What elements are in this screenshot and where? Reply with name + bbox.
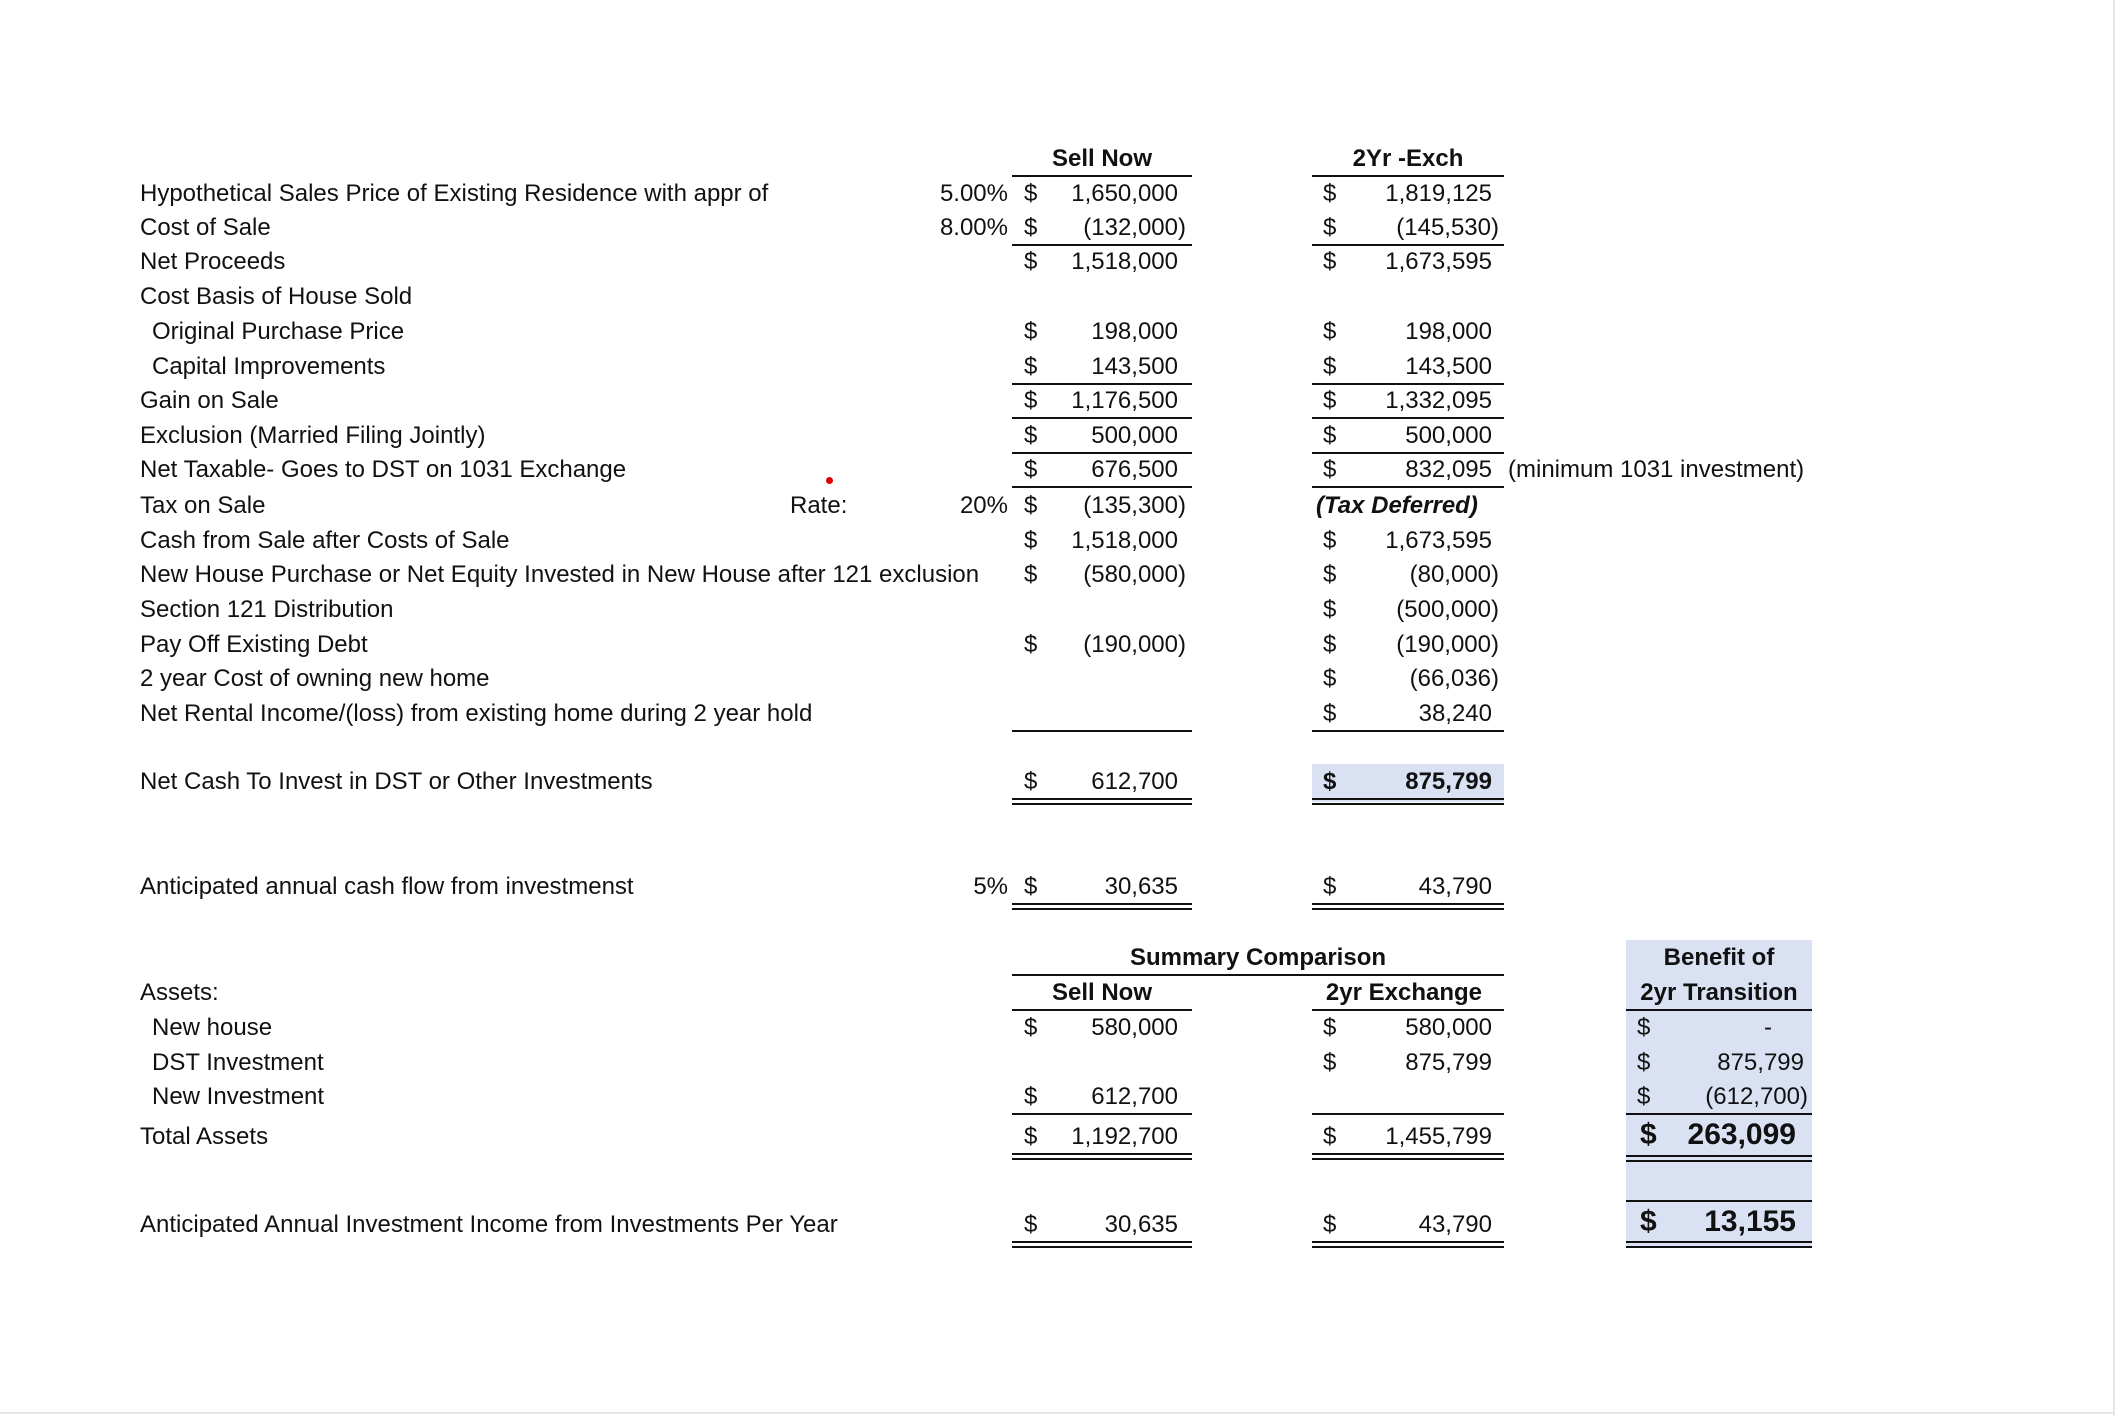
dollar-sign: $ [1323, 527, 1337, 554]
exchange-value: 580,000 [1405, 1014, 1492, 1041]
sell-now-value: (135,300) [1083, 492, 1186, 519]
exchange-value: 1,455,799 [1385, 1123, 1492, 1150]
dollar-sign: $ [1323, 214, 1337, 241]
benefit-header-underline [1626, 1009, 1812, 1011]
benefit-header-line2: 2yr Transition [1640, 979, 1798, 1006]
row-label-section-121: Section 121 Distribution [140, 596, 394, 623]
dollar-sign: $ [1024, 631, 1038, 658]
dollar-sign: $ [1024, 422, 1038, 449]
dollar-sign: $ [1323, 248, 1337, 275]
dollar-sign: $ [1024, 353, 1038, 380]
row-label-capital-improvements: Capital Improvements [152, 353, 386, 380]
tax-deferred-label: (Tax Deferred) [1316, 492, 1478, 519]
dollar-sign: $ [1323, 561, 1337, 588]
exchange-value: (80,000) [1409, 561, 1499, 588]
underline [1312, 417, 1504, 419]
assets-label: Assets: [140, 979, 219, 1006]
dollar-sign: $ [1323, 1014, 1337, 1041]
exchange-value: (66,036) [1409, 665, 1499, 692]
exchange-value: 832,095 [1405, 456, 1492, 483]
dollar-sign: $ [1323, 873, 1337, 900]
double-underline [1312, 903, 1504, 905]
red-marker-dot [826, 477, 833, 484]
exchange-value: 43,790 [1418, 873, 1492, 900]
exchange-value: 1,332,095 [1385, 387, 1492, 414]
double-underline [1312, 1153, 1504, 1155]
row-label-new-house-purchase: New House Purchase or Net Equity Invested in New House after 121 exclusion [140, 561, 980, 588]
dollar-sign: $ [1323, 768, 1337, 795]
double-underline [1012, 1241, 1192, 1243]
double-underline [1012, 1153, 1192, 1155]
dollar-sign: $ [1637, 1049, 1651, 1076]
row-label-pay-off-debt: Pay Off Existing Debt [140, 631, 368, 658]
exchange-value: 1,819,125 [1385, 180, 1492, 207]
double-underline [1312, 1158, 1504, 1160]
exchange-value: 198,000 [1405, 318, 1492, 345]
dollar-sign: $ [1024, 180, 1038, 207]
sell-now-value: (132,000) [1083, 214, 1186, 241]
double-underline [1312, 908, 1504, 910]
double-underline [1312, 1241, 1504, 1243]
summary-label-dst: DST Investment [152, 1049, 324, 1076]
row-label-cash-from-sale: Cash from Sale after Costs of Sale [140, 527, 510, 554]
summary-label-annual-income: Anticipated Annual Investment Income from Investments Per Year [140, 1211, 838, 1238]
summary-col-2yr-exchange: 2yr Exchange [1325, 979, 1482, 1006]
investment-rate: 5% [973, 873, 1008, 900]
exchange-value: (190,000) [1396, 631, 1499, 658]
dollar-sign: $ [1024, 873, 1038, 900]
double-underline [1012, 903, 1192, 905]
dollar-sign: $ [1024, 561, 1038, 588]
row-label-cost-basis: Cost Basis of House Sold [140, 283, 413, 310]
dollar-sign: $ [1024, 248, 1038, 275]
dollar-sign: $ [1323, 387, 1337, 414]
dollar-sign: $ [1640, 1205, 1657, 1238]
row-label-net-cash: Net Cash To Invest in DST or Other Investments [140, 768, 653, 795]
dollar-sign: $ [1323, 596, 1337, 623]
exchange-value: 1,673,595 [1385, 527, 1492, 554]
sell-now-value: 1,176,500 [1071, 387, 1178, 414]
exchange-value: (145,530) [1396, 214, 1499, 241]
cost-of-sale-rate: 8.00% [939, 214, 1008, 241]
underline [1312, 1113, 1504, 1115]
minimum-1031-note: (minimum 1031 investment) [1508, 456, 1805, 483]
col-header-2yr-exch: 2Yr -Exch [1352, 145, 1464, 172]
dollar-sign: $ [1323, 631, 1337, 658]
rate-label: Rate: [790, 492, 848, 519]
summary-col-underline [1012, 1009, 1192, 1011]
sell-now-value: 30,635 [1104, 873, 1178, 900]
dollar-sign: $ [1024, 387, 1038, 414]
underline [1312, 730, 1504, 732]
underline [1312, 244, 1504, 246]
double-underline [1626, 1241, 1812, 1243]
summary-title-underline [1012, 974, 1504, 976]
sell-now-value: 30,635 [1104, 1211, 1178, 1238]
double-underline [1012, 1158, 1192, 1160]
dollar-sign: $ [1024, 214, 1038, 241]
underline [1012, 730, 1192, 732]
underline [1012, 244, 1192, 246]
sell-now-value: 500,000 [1091, 422, 1178, 449]
summary-col-underline [1312, 1009, 1504, 1011]
row-label-rental-income: Net Rental Income/(loss) from existing home during 2 year hold [140, 700, 813, 727]
double-underline [1012, 798, 1192, 800]
dollar-sign: $ [1637, 1083, 1651, 1110]
double-underline [1626, 1160, 1812, 1162]
row-label-tax-on-sale: Tax on Sale [140, 492, 266, 519]
benefit-value: 875,799 [1717, 1049, 1804, 1076]
exchange-value: 1,673,595 [1385, 248, 1492, 275]
dollar-sign: $ [1323, 353, 1337, 380]
double-underline [1312, 803, 1504, 805]
underline [1312, 486, 1504, 488]
sell-now-value: 676,500 [1091, 456, 1178, 483]
summary-label-new-investment: New Investment [152, 1083, 325, 1110]
benefit-total: 263,099 [1687, 1118, 1796, 1151]
col-header-sell-now: Sell Now [1051, 145, 1153, 172]
header-underline-1 [1012, 175, 1192, 177]
sell-now-value: 1,518,000 [1071, 248, 1178, 275]
dollar-sign: $ [1640, 1118, 1657, 1151]
sell-now-value: (580,000) [1083, 561, 1186, 588]
dollar-sign: $ [1024, 318, 1038, 345]
double-underline [1626, 1155, 1812, 1157]
dollar-sign: $ [1323, 422, 1337, 449]
underline [1012, 486, 1192, 488]
exchange-value: 143,500 [1405, 353, 1492, 380]
row-label-cost-of-sale: Cost of Sale [140, 214, 271, 241]
double-underline [1012, 803, 1192, 805]
double-underline [1312, 798, 1504, 800]
exchange-value: 38,240 [1418, 700, 1492, 727]
row-label-sales-price: Hypothetical Sales Price of Existing Residence with appr of [140, 180, 769, 207]
exchange-value: 875,799 [1405, 1049, 1492, 1076]
double-underline [1312, 1246, 1504, 1248]
dollar-sign: $ [1024, 1083, 1038, 1110]
underline [1312, 383, 1504, 385]
underline [1012, 417, 1192, 419]
benefit-value: (612,700) [1705, 1083, 1808, 1110]
dollar-sign: $ [1323, 180, 1337, 207]
benefit-value: - [1764, 1014, 1772, 1041]
exchange-value: 875,799 [1405, 768, 1492, 795]
dollar-sign: $ [1323, 1049, 1337, 1076]
sell-now-value: 198,000 [1091, 318, 1178, 345]
sell-now-value: 580,000 [1091, 1014, 1178, 1041]
dollar-sign: $ [1323, 1123, 1337, 1150]
double-underline [1012, 908, 1192, 910]
sell-now-value: 612,700 [1091, 768, 1178, 795]
double-underline [1012, 1246, 1192, 1248]
sell-now-value: 612,700 [1091, 1083, 1178, 1110]
dollar-sign: $ [1323, 1211, 1337, 1238]
dollar-sign: $ [1024, 1014, 1038, 1041]
underline [1312, 452, 1504, 454]
dollar-sign: $ [1323, 700, 1337, 727]
underline [1012, 383, 1192, 385]
dollar-sign: $ [1024, 1123, 1038, 1150]
benefit-annual-income: 13,155 [1704, 1205, 1796, 1238]
row-label-annual-cash-flow: Anticipated annual cash flow from investmenst [140, 873, 634, 900]
dollar-sign: $ [1024, 456, 1038, 483]
sell-now-value: 143,500 [1091, 353, 1178, 380]
underline [1012, 452, 1192, 454]
page-bottom-edge [0, 1412, 2115, 1414]
dollar-sign: $ [1024, 492, 1038, 519]
exchange-value: 43,790 [1418, 1211, 1492, 1238]
benefit-header-line1: Benefit of [1663, 944, 1775, 971]
summary-col-sell-now: Sell Now [1051, 979, 1153, 1006]
underline [1012, 1113, 1192, 1115]
dollar-sign: $ [1637, 1014, 1651, 1041]
summary-label-total-assets: Total Assets [140, 1123, 269, 1150]
row-label-gain-on-sale: Gain on Sale [140, 387, 279, 414]
benefit-income-topline [1626, 1200, 1812, 1202]
dollar-sign: $ [1024, 527, 1038, 554]
sell-now-value: 1,650,000 [1071, 180, 1178, 207]
summary-label-new-house: New house [152, 1014, 273, 1041]
appreciation-rate: 5.00% [939, 180, 1008, 207]
dollar-sign: $ [1323, 456, 1337, 483]
row-label-exclusion: Exclusion (Married Filing Jointly) [140, 422, 486, 449]
sell-now-value: 1,192,700 [1071, 1123, 1178, 1150]
dollar-sign: $ [1323, 318, 1337, 345]
row-label-cost-of-owning: 2 year Cost of owning new home [140, 665, 490, 692]
row-label-original-price: Original Purchase Price [152, 318, 405, 345]
dollar-sign: $ [1024, 768, 1038, 795]
sell-now-value: (190,000) [1083, 631, 1186, 658]
row-label-net-proceeds: Net Proceeds [140, 248, 286, 275]
double-underline [1626, 1246, 1812, 1248]
sell-now-value: 1,518,000 [1071, 527, 1178, 554]
exchange-value: (500,000) [1396, 596, 1499, 623]
dollar-sign: $ [1323, 665, 1337, 692]
exchange-value: 500,000 [1405, 422, 1492, 449]
header-underline-2 [1312, 175, 1504, 177]
dollar-sign: $ [1024, 1211, 1038, 1238]
tax-rate: 20% [959, 492, 1008, 519]
underline [1626, 1113, 1812, 1115]
summary-title: Summary Comparison [1129, 944, 1387, 971]
row-label-net-taxable: Net Taxable- Goes to DST on 1031 Exchange [140, 456, 627, 483]
